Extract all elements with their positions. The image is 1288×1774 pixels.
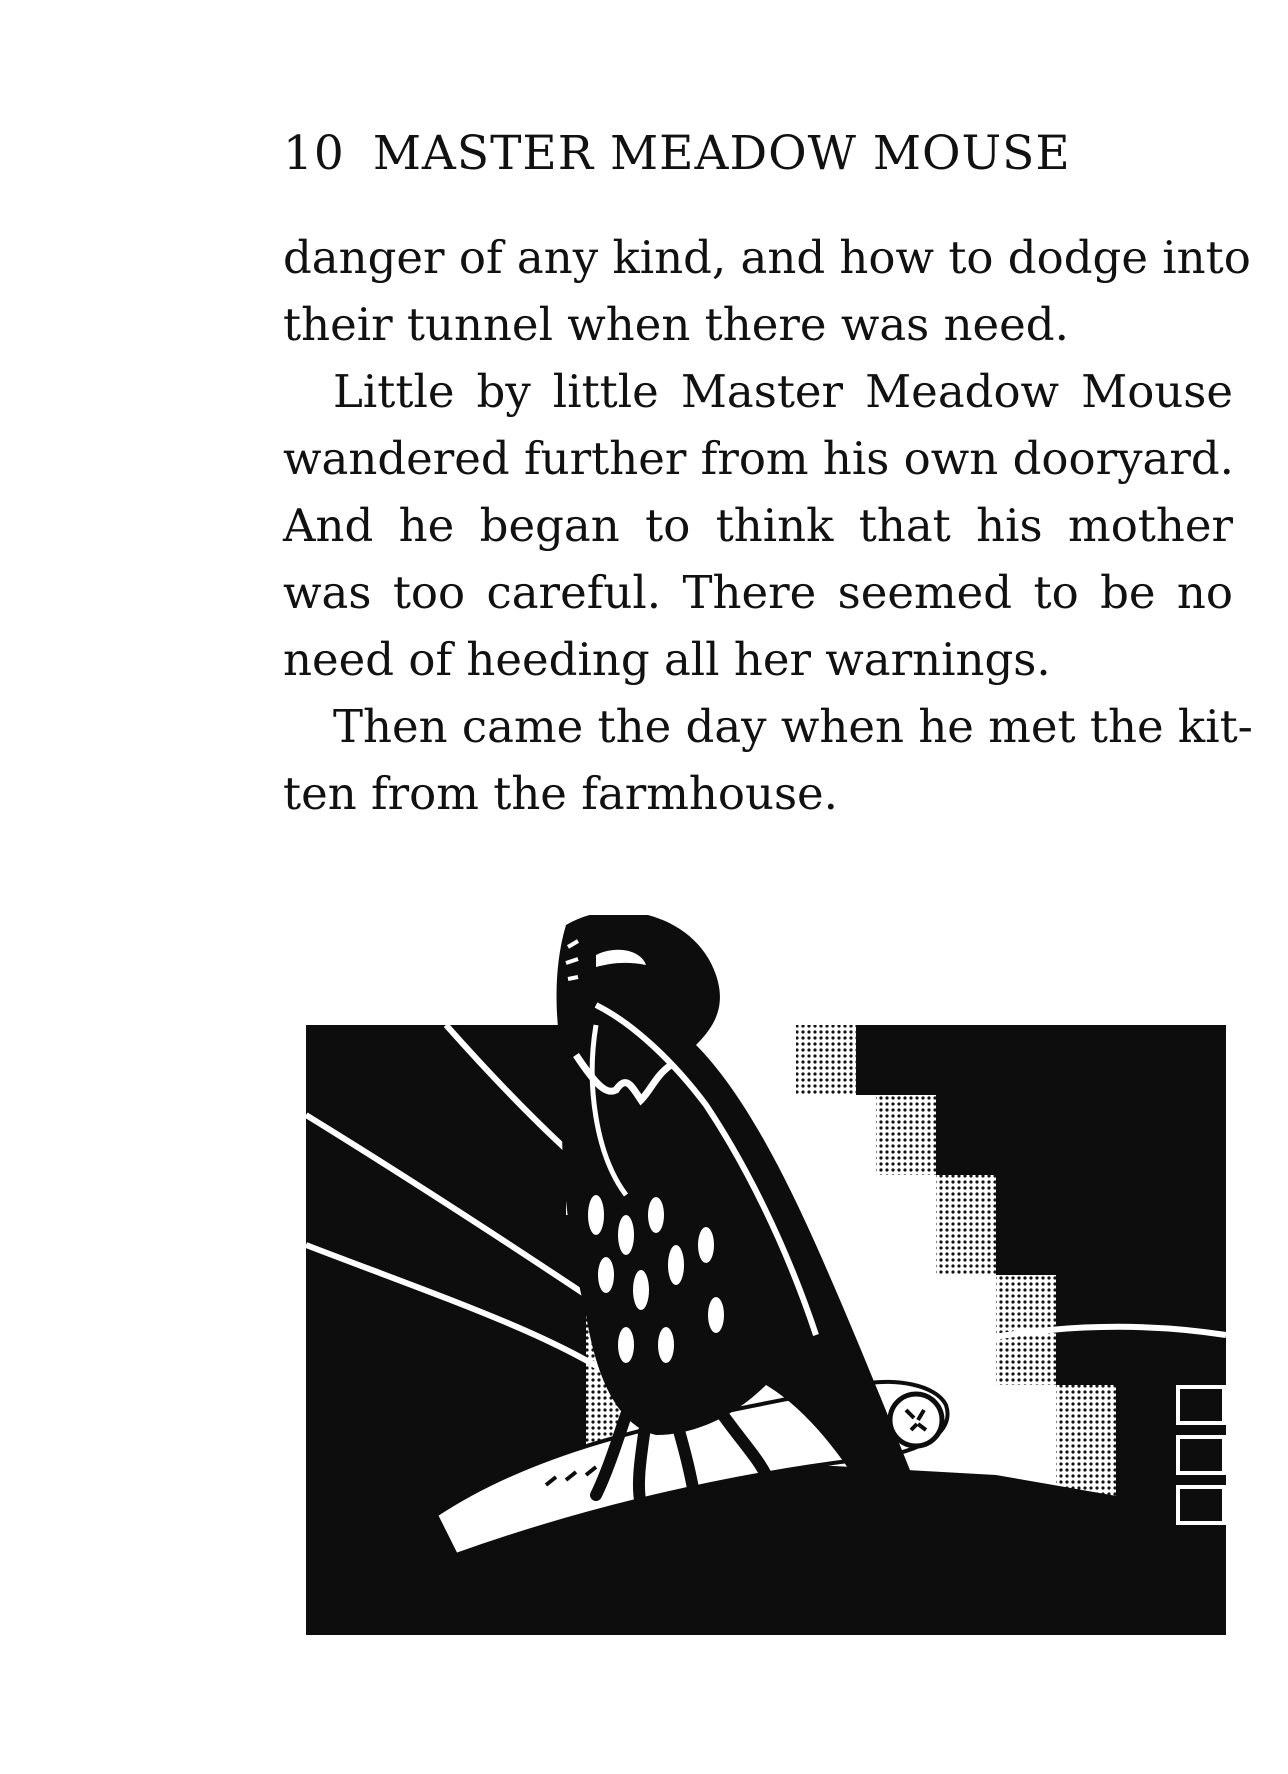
running-title: MASTER MEADOW MOUSE bbox=[372, 126, 1071, 181]
text-line: Then came the day when he met the kit- bbox=[333, 700, 1253, 753]
hawk-woodcut bbox=[296, 915, 1228, 1635]
body-text bbox=[283, 224, 1253, 827]
branch-knot bbox=[890, 1394, 942, 1446]
text-line: danger of any kind, and how to dodge into bbox=[283, 231, 1251, 284]
hawk-illustration bbox=[296, 915, 1228, 1635]
running-head bbox=[283, 126, 1071, 181]
text-line: need of heeding all her warnings. bbox=[283, 633, 1051, 686]
text-line: ten from the farmhouse. bbox=[283, 767, 838, 820]
page-number: 10 bbox=[283, 126, 345, 181]
text-line: And he began to think that his mother bbox=[283, 499, 1233, 552]
text-line: was too careful. There seemed to be no bbox=[283, 566, 1233, 619]
text-line: Little by little Master Meadow Mouse bbox=[333, 365, 1233, 418]
text-line: wandered further from his own dooryard. bbox=[283, 432, 1234, 485]
text-line: their tunnel when there was need. bbox=[283, 298, 1069, 351]
